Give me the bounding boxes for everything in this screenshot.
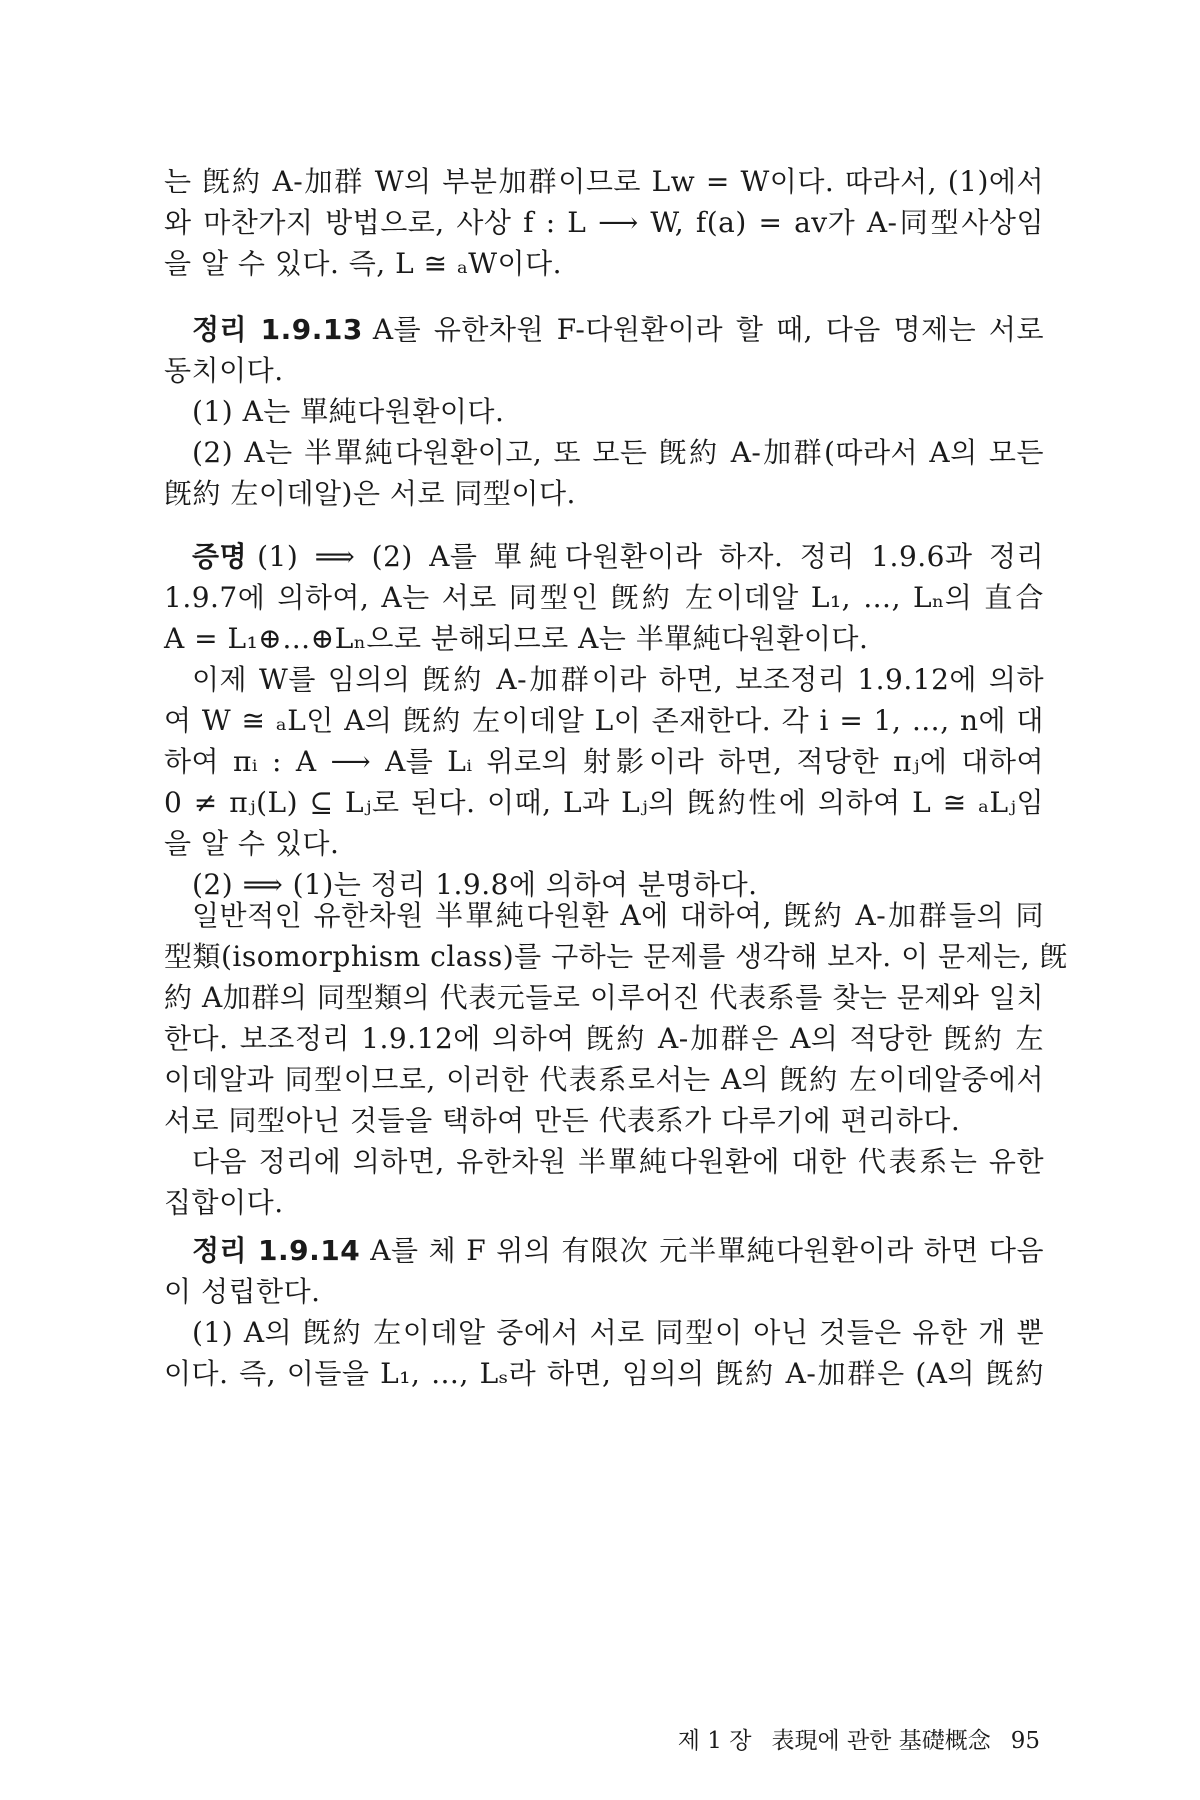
text-line: 정리 1.9.13 A를 유한차원 F-다원환이라 할 때, 다음 명제는 서로 — [192, 313, 1044, 346]
text-line: (2) A는 半單純다원환이고, 또 모든 旣約 A-加群(따라서 A의 모든 — [192, 436, 1044, 469]
text-line: 型類(isomorphism class)를 구하는 문제를 생각해 보자. 이 문제는, 旣 — [164, 940, 1068, 973]
text-line: 동치이다. — [164, 354, 284, 387]
text-line: 와 마찬가지 방법으로, 사상 f : L ⟶ W, f(a) = av가 A-同型사상임 — [164, 206, 1044, 239]
text-line: 約 A加群의 同型類의 代表元들로 이루어진 代表系를 찾는 문제와 일치 — [164, 981, 1044, 1014]
text-line: A = L₁⊕…⊕Lₙ으로 분해되므로 A는 半單純다원환이다. — [164, 622, 869, 655]
text-line: 일반적인 유한차원 半單純다원환 A에 대하여, 旣約 A-加群들의 同 — [192, 899, 1044, 932]
text-line: 증명 (1) ⟹ (2) A를 單純다원환이라 하자. 정리 1.9.6과 정리 — [192, 540, 1044, 573]
text-line: 서로 同型아닌 것들을 택하여 만든 代表系가 다루기에 편리하다. — [164, 1104, 961, 1137]
text-line: 집합이다. — [164, 1186, 284, 1219]
text-line: 정리 1.9.14 A를 체 F 위의 有限次 元半單純다원환이라 하면 다음 — [192, 1234, 1044, 1267]
text-line: 다음 정리에 의하면, 유한차원 半單純다원환에 대한 代表系는 유한 — [192, 1145, 1044, 1178]
text-line: 이제 W를 임의의 旣約 A-加群이라 하면, 보조정리 1.9.12에 의하 — [192, 663, 1044, 696]
theorem-label: 정리 1.9.14 — [192, 1234, 361, 1267]
text-line: 하여 πᵢ : A ⟶ A를 Lᵢ 위로의 射影이라 하면, 적당한 πⱼ에 대하여 — [164, 745, 1044, 778]
text-line: 을 알 수 있다. 즉, L ≅ ₐW이다. — [164, 247, 563, 280]
text-line: 旣約 左이데알)은 서로 同型이다. — [164, 477, 576, 510]
text-line: 한다. 보조정리 1.9.12에 의하여 旣約 A-加群은 A의 적당한 旣約 左 — [164, 1022, 1044, 1055]
text-line: 여 W ≅ ₐL인 A의 旣約 左이데알 L이 존재한다. 각 i = 1, …, n에 대 — [164, 704, 1044, 737]
page-number: 95 — [1010, 1728, 1040, 1754]
theorem-1-9-14 — [164, 1234, 1044, 1401]
text-line: 이데알과 同型이므로, 이러한 代表系로서는 A의 旣約 左이데알중에서 — [164, 1063, 1044, 1096]
paragraph-representatives — [164, 899, 1068, 1230]
theorem-1-9-13 — [164, 313, 1044, 521]
chapter-number: 제 1 장 — [677, 1728, 752, 1754]
text-line: 을 알 수 있다. — [164, 827, 340, 860]
paragraph-continuation — [164, 165, 1044, 291]
text-line: (2) ⟹ (1)는 정리 1.9.8에 의하여 분명하다. — [192, 868, 758, 901]
text-line: 0 ≠ πⱼ(L) ⊆ Lⱼ로 된다. 이때, L과 Lⱼ의 旣約性에 의하여 L ≅ ₐLⱼ임 — [164, 786, 1044, 819]
text-line: (1) A의 旣約 左이데알 중에서 서로 同型이 아닌 것들은 유한 개 뿐 — [192, 1316, 1044, 1349]
text-line: 이다. 즉, 이들을 L₁, …, Lₛ라 하면, 임의의 旣約 A-加群은 (A의 旣約 — [164, 1357, 1044, 1390]
theorem-label: 정리 1.9.13 — [192, 313, 363, 346]
running-footer — [640, 1722, 1040, 1755]
chapter-title: 表現에 관한 基礎概念 — [771, 1728, 991, 1754]
proof-label: 증명 — [192, 540, 248, 573]
proof — [164, 540, 1044, 912]
text-line: 는 旣約 A-加群 W의 부분加群이므로 Lw = W이다. 따라서, (1)에서 — [164, 165, 1044, 198]
text-line: 이 성립한다. — [164, 1275, 321, 1308]
text-line: (1) A는 單純다원환이다. — [192, 395, 505, 428]
text-line: 1.9.7에 의하여, A는 서로 同型인 旣約 左이데알 L₁, …, Lₙ의 直合 — [164, 581, 1044, 614]
